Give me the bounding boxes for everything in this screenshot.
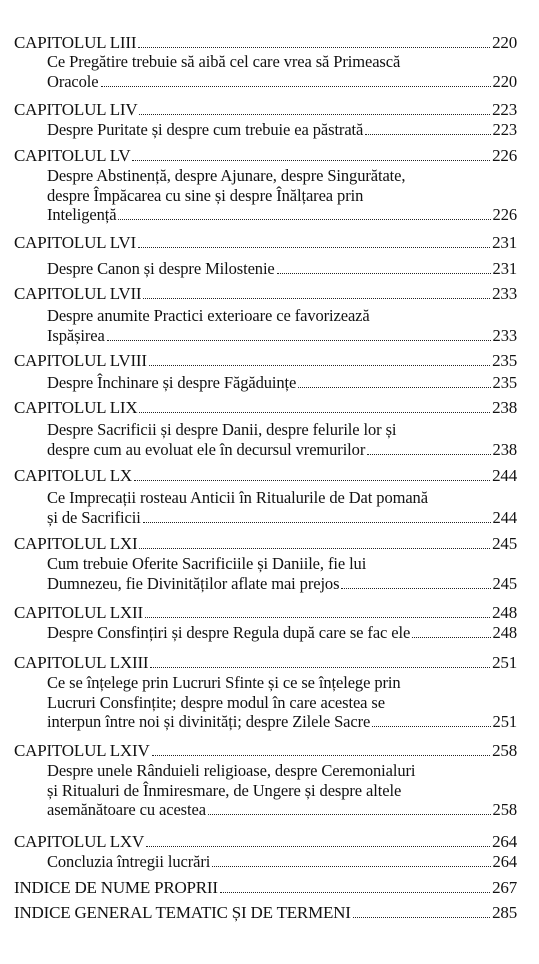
page-number: 220 <box>492 33 517 52</box>
entry-title-line: INDICE DE NUME PROPRII <box>14 878 218 897</box>
entry-title-line: CAPITOLUL LVIII <box>14 351 147 370</box>
page-number: 258 <box>492 741 517 760</box>
dot-leader <box>101 86 491 87</box>
dot-leader <box>139 548 490 549</box>
page-number: 251 <box>492 653 517 672</box>
page-number: 264 <box>492 852 517 871</box>
dot-leader <box>139 114 490 115</box>
entry-title-line: Concluzia întregii lucrări <box>47 852 211 871</box>
entry-title-line: Despre Închinare și despre Făgăduințe <box>47 373 297 392</box>
dot-leader <box>132 160 490 161</box>
entry-title-line: Lucruri Consfințite; despre modul în care acestea se <box>47 692 385 712</box>
entry-title-line: Ce se înțelege prin Lucruri Sfinte și ce se înțelege prin <box>47 673 401 692</box>
page-number: 267 <box>492 878 517 897</box>
entry-title-line: INDICE GENERAL TEMATIC ȘI DE TERMENI <box>14 903 351 922</box>
dot-leader <box>149 365 490 366</box>
page-number: 231 <box>492 259 517 278</box>
dot-leader <box>146 846 490 847</box>
dot-leader <box>353 917 490 918</box>
entry-title-line: despre Împăcarea cu sine și despre Înălțarea prin <box>47 185 364 205</box>
entry-title-line: CAPITOLUL LV <box>14 146 131 165</box>
page-number: 244 <box>492 507 517 527</box>
entry-title-line: CAPITOLUL LIX <box>14 398 138 417</box>
dot-leader <box>134 480 490 481</box>
entry-title-line: CAPITOLUL LX <box>14 466 133 485</box>
dot-leader <box>107 340 491 341</box>
entry-title-line: Oracole <box>47 71 99 91</box>
dot-leader <box>412 637 490 638</box>
page-number: 248 <box>492 603 517 622</box>
dot-leader <box>298 387 490 388</box>
page-number: 233 <box>492 284 517 303</box>
dot-leader <box>150 667 490 668</box>
entry-title-line: CAPITOLUL LIII <box>14 33 137 52</box>
dot-leader <box>145 617 490 618</box>
dot-leader <box>220 892 490 893</box>
entry-title-line: CAPITOLUL LXIV <box>14 741 150 760</box>
page-number: 233 <box>492 325 517 345</box>
page-number: 245 <box>492 534 517 553</box>
page-number: 231 <box>492 233 517 252</box>
entry-title-line: CAPITOLUL LXV <box>14 832 145 851</box>
page-number: 235 <box>492 373 517 392</box>
page-number: 226 <box>492 146 517 165</box>
entry-title-line: CAPITOLUL LXIII <box>14 653 149 672</box>
dot-leader <box>212 866 490 867</box>
entry-title-line: Cum trebuie Oferite Sacrificiile și Daniile, fie lui <box>47 554 367 573</box>
page-number: 251 <box>492 712 517 731</box>
dot-leader <box>372 726 490 727</box>
dot-leader <box>138 47 490 48</box>
entry-title-line: Ce Pregătire trebuie să aibă cel care vrea să Primească <box>47 52 401 71</box>
entry-title-line: CAPITOLUL LVI <box>14 233 136 252</box>
page-number: 226 <box>492 205 517 224</box>
entry-title-line: Inteligență <box>47 205 117 224</box>
dot-leader <box>208 814 491 815</box>
entry-title-line: Ce Imprecații rosteau Anticii în Ritualurile de Dat pomană <box>47 488 428 507</box>
dot-leader <box>365 134 490 135</box>
entry-title-line: și de Sacrificii <box>47 507 141 527</box>
entry-title-line: despre cum au evoluat ele în decursul vremurilor <box>47 439 366 459</box>
dot-leader <box>341 588 490 589</box>
entry-title-line: Dumnezeu, fie Divinităților aflate mai prejos <box>47 573 340 593</box>
page-number: 223 <box>492 120 517 139</box>
dot-leader <box>143 298 490 299</box>
page-number: 285 <box>492 903 517 922</box>
entry-title-line: CAPITOLUL LIV <box>14 100 138 119</box>
page-number: 238 <box>492 439 517 459</box>
entry-title-line: Ispășirea <box>47 325 105 345</box>
entry-title-line: Despre Sacrificii și despre Danii, despre felurile lor și <box>47 420 397 439</box>
dot-leader <box>277 273 491 274</box>
page-number: 235 <box>492 351 517 370</box>
entry-title-line: și Ritualuri de Înmiresmare, de Ungere și despre altele <box>47 780 402 800</box>
dot-leader <box>139 412 490 413</box>
dot-leader <box>143 522 491 523</box>
page-number: 244 <box>492 466 517 485</box>
entry-title-line: Despre unele Rânduieli religioase, despre Ceremonialuri <box>47 761 416 780</box>
dot-leader <box>138 247 490 248</box>
page-number: 238 <box>492 398 517 417</box>
entry-title-line: CAPITOLUL LVII <box>14 284 142 303</box>
entry-title-line: Despre Canon și despre Milostenie <box>47 259 275 278</box>
page-number: 248 <box>492 623 517 642</box>
page-number: 264 <box>492 832 517 851</box>
entry-title-line: Despre Consfințiri și despre Regula după care se fac ele <box>47 623 411 642</box>
entry-title-line: Despre Puritate și despre cum trebuie ea păstrată <box>47 120 364 139</box>
entry-title-line: Despre Abstinență, despre Ajunare, despre Singurătate, <box>47 166 406 185</box>
entry-title-line: asemănătoare cu acestea <box>47 800 206 819</box>
entry-title-line: CAPITOLUL LXI <box>14 534 138 553</box>
entry-title-line: Despre anumite Practici exterioare ce favorizează <box>47 306 370 325</box>
dot-leader <box>118 219 490 220</box>
page-number: 223 <box>492 100 517 119</box>
dot-leader <box>152 755 491 756</box>
page-number: 220 <box>492 71 517 91</box>
entry-title-line: CAPITOLUL LXII <box>14 603 143 622</box>
page-number: 245 <box>492 573 517 593</box>
entry-title-line: interpun între noi și divinități; despre Zilele Sacre <box>47 712 371 731</box>
dot-leader <box>367 454 490 455</box>
page-number: 258 <box>492 800 517 819</box>
